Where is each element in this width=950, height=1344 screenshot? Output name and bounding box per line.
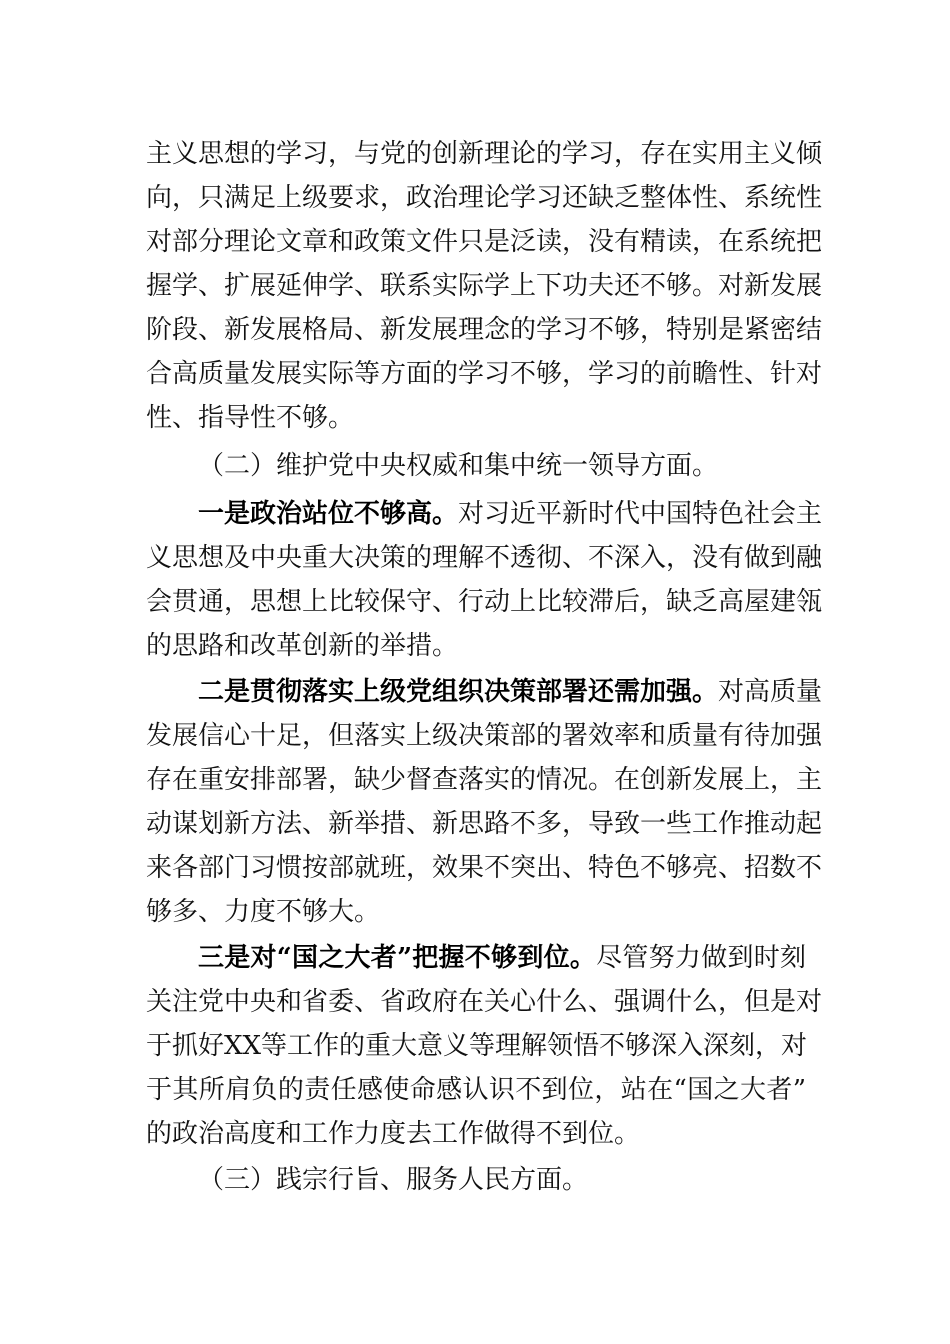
point-two-text: 对高质量 xyxy=(718,677,823,707)
body-line: 于其所肩负的责任感使命感认识不到位，站在“国之大者” xyxy=(146,1075,806,1105)
point-one-first-line xyxy=(198,492,823,536)
body-line: 发展信心十足，但落实上级决策部的署效率和质量有待加强 xyxy=(146,721,823,751)
body-line: 够多、力度不够大。 xyxy=(146,897,381,927)
body-line: 存在重安排部署，缺少督查落实的情况。在创新发展上，主 xyxy=(146,765,823,795)
point-two-title: 二是贯彻落实上级党组织决策部署还需加强。 xyxy=(198,677,719,707)
body-line: 性、指导性不够。 xyxy=(146,403,355,433)
body-line: 向，只满足上级要求，政治理论学习还缺乏整体性、系统性 xyxy=(146,183,823,213)
point-one-title: 一是政治站位不够高。 xyxy=(198,499,459,529)
body-line: 动谋划新方法、新举措、新思路不多，导致一些工作推动起 xyxy=(146,809,823,839)
point-one-text: 对习近平新时代中国特色社会主 xyxy=(458,499,823,529)
section-heading-three: （三）践宗行旨、服务人民方面。 xyxy=(198,1165,589,1195)
body-line: 的政治高度和工作力度去工作做得不到位。 xyxy=(146,1119,641,1149)
body-line: 的思路和改革创新的举措。 xyxy=(146,631,459,661)
point-three-first-line xyxy=(198,936,806,980)
body-line: 会贯通，思想上比较保守、行动上比较滞后，缺乏高屋建瓴 xyxy=(146,587,823,617)
body-line: 握学、扩展延伸学、联系实际学上下功夫还不够。对新发展 xyxy=(146,271,823,301)
body-line: 阶段、新发展格局、新发展理念的学习不够，特别是紧密结 xyxy=(146,315,823,345)
point-three-title: 三是对“国之大者”把握不够到位。 xyxy=(198,943,597,973)
body-line: 义思想及中央重大决策的理解不透彻、不深入，没有做到融 xyxy=(146,543,823,573)
body-line: 对部分理论文章和政策文件只是泛读，没有精读，在系统把 xyxy=(146,227,823,257)
body-line: 来各部门习惯按部就班，效果不突出、特色不够亮、招数不 xyxy=(146,853,823,883)
point-two-first-line xyxy=(198,670,823,714)
body-line: 关注党中央和省委、省政府在关心什么、强调什么，但是对 xyxy=(146,987,823,1017)
point-three-text: 尽管努力做到时刻 xyxy=(596,943,806,973)
body-line: 于抓好XX等工作的重大意义等理解领悟不够深入深刻，对 xyxy=(146,1031,808,1061)
body-line: 主义思想的学习，与党的创新理论的学习，存在实用主义倾 xyxy=(146,139,823,169)
section-heading-two: （二）维护党中央权威和集中统一领导方面。 xyxy=(198,451,719,481)
body-line: 合高质量发展实际等方面的学习不够，学习的前瞻性、针对 xyxy=(146,359,823,389)
